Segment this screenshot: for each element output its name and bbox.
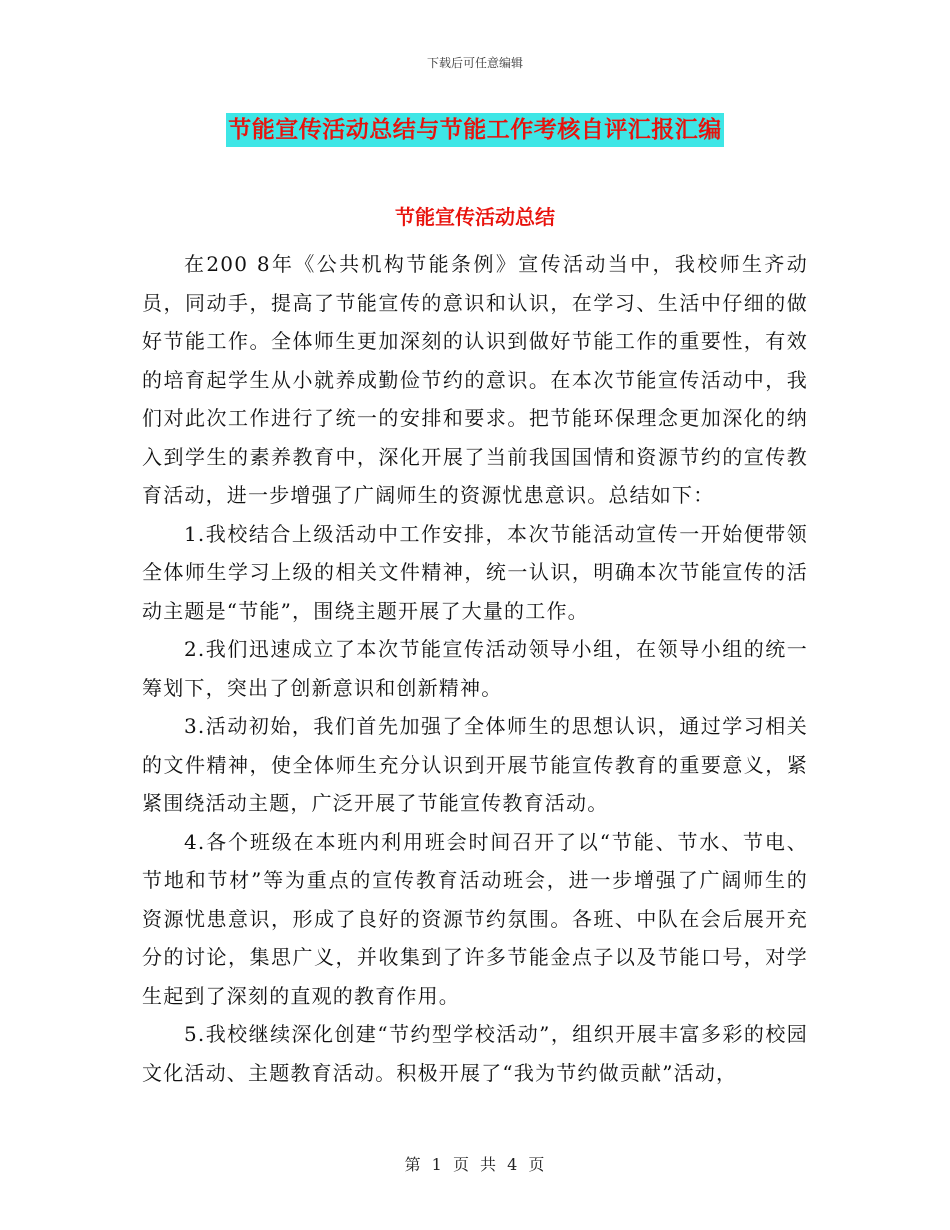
paragraph-item-3: 3.活动初始，我们首先加强了全体师生的思想认识，通过学习相关的文件精神，使全体师生充分认识到开展节能宣传教育的重要意义，紧紧围绕活动主题，广泛开展了节能宣传教育活动。 [142, 714, 808, 815]
paragraph-item-5: 5.我校继续深化创建“节约型学校活动”，组织开展丰富多彩的校园文化活动、主题教育活动。积极开展了“我为节约做贡献”活动， [142, 1022, 808, 1085]
paragraph-item-1: 1.我校结合上级活动中工作安排，本次节能活动宣传一开始便带领全体师生学习上级的相关文件精神，统一认识，明确本次节能宣传的活动主题是“节能”，围绕主题开展了大量的工作。 [142, 521, 808, 623]
section-title: 节能宣传活动总结 [395, 205, 555, 229]
paragraph-intro: 在200 8年《公共机构节能条例》宣传活动当中，我校师生齐动员，同动手，提高了节能宣传的意识和认识，在学习、生活中仔细的做好节能工作。全体师生更加深刻的认识到做好节能工作的重要性，有效的培育起学生从小就养成勤俭节约的意识。在本次节能宣传活动中，我们对此次工作进行了统一的安排和要求。把节能环保理念更加深化的纳入到学生的素养教育中，深化开展了当前我国国情和资源节约的宣传教育活动，进一步增强了广阔师生的资源忧患意识。总结如下： [142, 252, 808, 507]
paragraph-item-2: 2.我们迅速成立了本次节能宣传活动领导小组，在领导小组的统一筹划下，突出了创新意识和创新精神。 [142, 637, 808, 700]
body-text [142, 245, 808, 1092]
header-note: 下载后可任意编辑 [426, 56, 523, 70]
paragraph-item-4: 4.各个班级在本班内利用班会时间召开了以“节能、节水、节电、节地和节材”等为重点的宣传教育活动班会，进一步增强了广阔师生的资源忧患意识，形成了良好的资源节约氛围。各班、中队在会后展开充分的讨论，集思广义，并收集到了许多节能金点子以及节能口号，对学生起到了深刻的直观的教育作用。 [142, 829, 808, 1008]
document-title-wrap [0, 113, 950, 147]
document-title: 节能宣传活动总结与节能工作考核自评汇报汇编 [226, 113, 724, 147]
page-footer: 第 1 页 共 4 页 [404, 1155, 546, 1174]
